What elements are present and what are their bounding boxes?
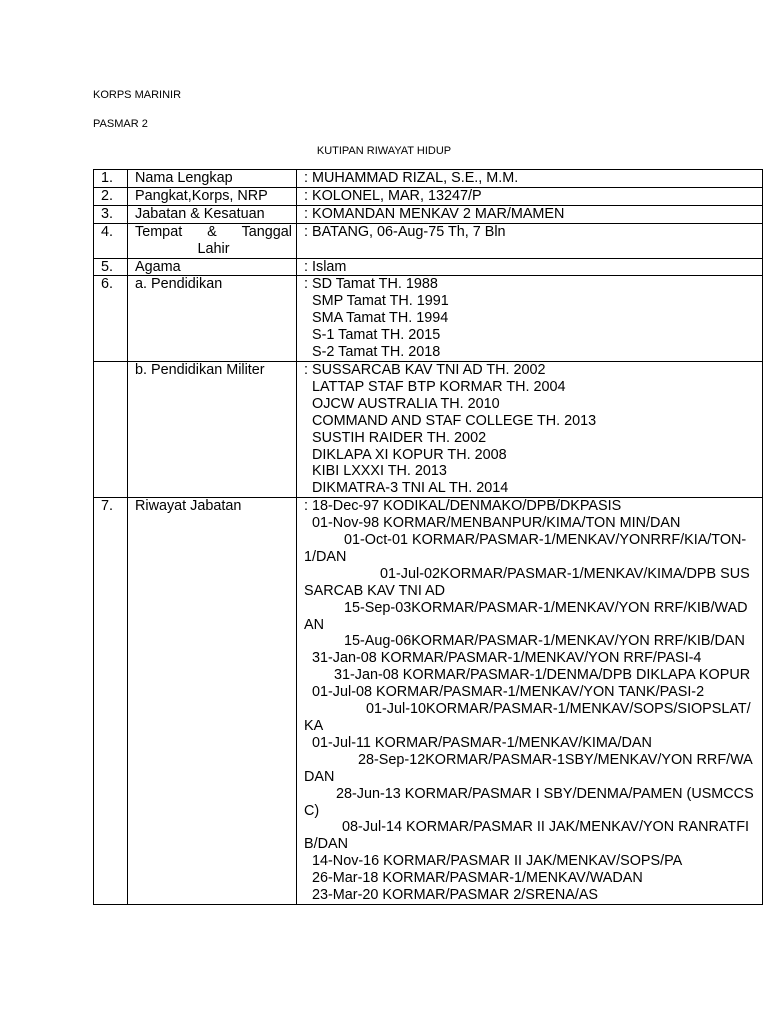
table-row	[94, 276, 763, 362]
list-item: : SUSSARCAB KAV TNI AD TH. 2002	[304, 361, 546, 378]
list-item: S-2 Tamat TH. 2018	[312, 344, 441, 361]
row-number: 4.	[94, 223, 128, 258]
list-item: 01-Jul-10KORMAR/PASMAR-1/MENKAV/SOPS/SIOPSLAT/KA	[304, 701, 751, 734]
list-item: 08-Jul-14 KORMAR/PASMAR II JAK/MENKAV/YON RANRATFIB/DAN	[304, 819, 750, 853]
list-item: SMP Tamat TH. 1991	[312, 293, 449, 310]
list-item: SUSTIH RAIDER TH. 2002	[312, 429, 487, 446]
list-item: : 18-Dec-97 KODIKAL/DENMAKO/DPB/DKPASIS	[304, 498, 622, 515]
row-number	[94, 361, 128, 497]
list-item: 31-Jan-08 KORMAR/PASMAR-1/MENKAV/YON RRF/PASI-4	[312, 650, 702, 667]
list-item: 01-Jul-11 KORMAR/PASMAR-1/MENKAV/KIMA/DAN	[312, 734, 652, 751]
list-item: 23-Mar-20 KORMAR/PASMAR 2/SRENA/AS	[312, 887, 599, 904]
row-label: Agama	[128, 258, 297, 276]
document-title-text: KUTIPAN RIWAYAT HIDUP	[316, 145, 452, 157]
row-value: : BATANG, 06-Aug-75 Th, 7 Bln	[297, 223, 763, 258]
list-item: 31-Jan-08 KORMAR/PASMAR-1/DENMA/DPB DIKLAPA KOPUR	[334, 667, 751, 684]
list-item: 01-Jul-08 KORMAR/PASMAR-1/MENKAV/YON TANK/PASI-2	[312, 684, 705, 701]
list-item: S-1 Tamat TH. 2015	[312, 327, 441, 344]
list-item: KIBI LXXXI TH. 2013	[312, 463, 447, 480]
row-label: b. Pendidikan Militer	[128, 361, 297, 497]
list-item: 26-Mar-18 KORMAR/PASMAR-1/MENKAV/WADAN	[312, 870, 643, 887]
list-item: DIKMATRA-3 TNI AL TH. 2014	[312, 480, 509, 497]
row-number: 6.	[94, 276, 128, 362]
list-item: 01-Jul-02KORMAR/PASMAR-1/MENKAV/KIMA/DPB SUSSARCAB KAV TNI AD	[304, 565, 750, 599]
label-word: Tanggal	[241, 223, 292, 240]
label-word: Tempat	[135, 223, 183, 240]
row-label: Pangkat,Korps, NRP	[128, 187, 297, 205]
row-value: : KOMANDAN MENKAV 2 MAR/MAMEN	[297, 205, 763, 223]
row-label: Riwayat Jabatan	[128, 498, 297, 905]
list-item: 01-Nov-98 KORMAR/MENBANPUR/KIMA/TON MIN/DAN	[312, 515, 681, 532]
list-item: 14-Nov-16 KORMAR/PASMAR II JAK/MENKAV/SOPS/PA	[312, 853, 683, 870]
header-pasmar: PASMAR 2	[93, 118, 148, 130]
list-item: 01-Oct-01 KORMAR/PASMAR-1/MENKAV/YONRRF/KIA/TON-1/DAN	[304, 532, 747, 565]
list-item: SMA Tamat TH. 1994	[312, 310, 449, 327]
table-row	[94, 361, 763, 497]
row-number: 2.	[94, 187, 128, 205]
table-row	[94, 223, 763, 258]
row-value-list	[297, 276, 763, 362]
row-label	[128, 223, 297, 258]
row-value: : KOLONEL, MAR, 13247/P	[297, 187, 763, 205]
row-value-list	[297, 361, 763, 497]
row-number: 5.	[94, 258, 128, 276]
document-title	[0, 145, 768, 157]
list-item: COMMAND AND STAF COLLEGE TH. 2013	[312, 412, 597, 429]
row-label: a. Pendidikan	[128, 276, 297, 362]
table-row	[94, 498, 763, 905]
row-value-list	[297, 498, 763, 905]
header-korps: KORPS MARINIR	[93, 89, 182, 101]
label-line	[135, 224, 292, 241]
list-item: OJCW AUSTRALIA TH. 2010	[312, 395, 500, 412]
row-number: 3.	[94, 205, 128, 223]
row-value: : Islam	[297, 258, 763, 276]
list-item: : SD Tamat TH. 1988	[304, 276, 438, 293]
row-label: Nama Lengkap	[128, 170, 297, 188]
table-row	[94, 205, 763, 223]
row-value: : MUHAMMAD RIZAL, S.E., M.M.	[297, 170, 763, 188]
row-number: 7.	[94, 498, 128, 905]
biodata-table	[93, 169, 763, 905]
row-label: Jabatan & Kesatuan	[128, 205, 297, 223]
table-row	[94, 187, 763, 205]
list-item: 28-Sep-12KORMAR/PASMAR-1SBY/MENKAV/YON RRF/WADAN	[304, 751, 753, 785]
table-row	[94, 258, 763, 276]
list-item: DIKLAPA XI KOPUR TH. 2008	[312, 446, 507, 463]
table-row	[94, 170, 763, 188]
list-item: 15-Sep-03KORMAR/PASMAR-1/MENKAV/YON RRF/KIB/WADAN	[304, 599, 748, 633]
list-item: 28-Jun-13 KORMAR/PASMAR I SBY/DENMA/PAMEN (USMCCSC)	[304, 785, 754, 819]
list-item: 15-Aug-06KORMAR/PASMAR-1/MENKAV/YON RRF/KIB/DAN	[344, 633, 745, 650]
row-number: 1.	[94, 170, 128, 188]
label-word: &	[207, 223, 217, 240]
label-line-2: Lahir	[197, 240, 230, 257]
list-item: LATTAP STAF BTP KORMAR TH. 2004	[312, 378, 566, 395]
